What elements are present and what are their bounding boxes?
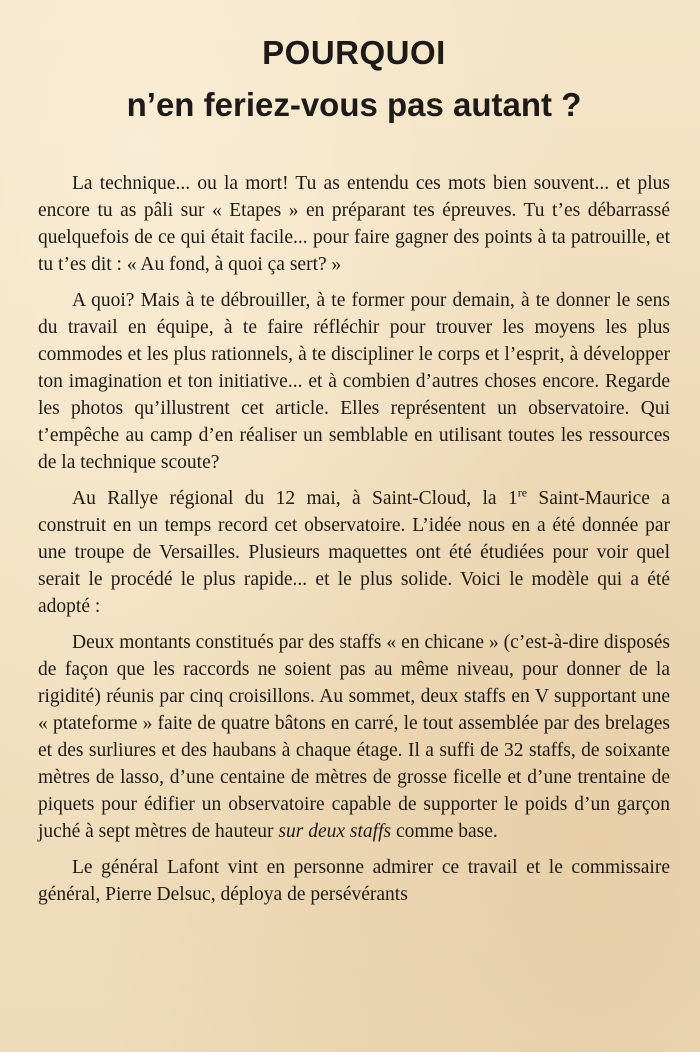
paragraph-3-text-start: Au Rallye régional du 12 mai, à Saint-Cloud, la 1 bbox=[72, 488, 518, 509]
paragraph-1: La technique... ou la mort! Tu as entendu ces mots bien souvent... et plus encore tu as pâli sur « Etapes » en préparant tes épreuves. Tu t’es débarrassé quelquefois de ce qui était facile... pour faire gagner des points à ta patrouille, et tu t’es dit : « Au fond, à quoi ça sert? » bbox=[38, 173, 670, 275]
paragraph-4-text-end: comme base. bbox=[391, 821, 498, 842]
article-title bbox=[38, 0, 670, 128]
article-body bbox=[38, 170, 670, 908]
paragraph-2: A quoi? Mais à te débrouiller, à te former pour demain, à te donner le sens du travail en équipe, à te faire réfléchir pour trouver les moyens les plus commodes et les plus rationnels, à te discipliner le corps et l’esprit, à développer ton imagination et ton initiative... et à combien d’autres choses encore. Regarde les photos qu’illustrent cet article. Elles représentent un observatoire. Qui t’empêche au camp d’en réaliser un semblable en utilisant toutes les ressources de la technique scoute? bbox=[38, 290, 670, 473]
paragraph-5: Le général Lafont vint en personne admirer ce travail et le commissaire général, Pierre Delsuc, déploya de persévérants bbox=[38, 857, 670, 905]
paragraph-4 bbox=[38, 629, 670, 845]
title-line-2: n’en feriez-vous pas autant ? bbox=[126, 86, 582, 123]
paragraph-3-text-end: Saint-Maurice a construit en un temps record cet observatoire. L’idée nous en a été donnée par une troupe de Versailles. Plusieurs maquettes ont été étudiées pour voir quel serait le procédé le plus rapide... et le plus solide. Voici le modèle qui a été adopté : bbox=[38, 488, 670, 617]
title-line-1: POURQUOI bbox=[262, 34, 446, 71]
ordinal-superscript: re bbox=[517, 485, 528, 500]
paragraph-4-italic: sur deux staffs bbox=[278, 821, 392, 842]
paragraph-3 bbox=[38, 485, 670, 620]
paragraph-4-text: Deux montants constitués par des staffs « en chicane » (c’est-à-dire disposés de façon que les raccords ne soient pas au même niveau, pour donner de la rigidité) réunis par cinq croisillons. Au sommet, deux staffs en V supportant une « ptateforme » faite de quatre bâtons en carré, le tout assemblée par des brelages et des surliures et des haubans à chaque étage. Il a suffi de 32 staffs, de soixante mètres de lasso, d’une centaine de mètres de grosse ficelle et d’une trentaine de piquets pour édifier un observatoire capable de supporter le poids d’un garçon juché à sept mètres de hauteur bbox=[38, 632, 670, 842]
